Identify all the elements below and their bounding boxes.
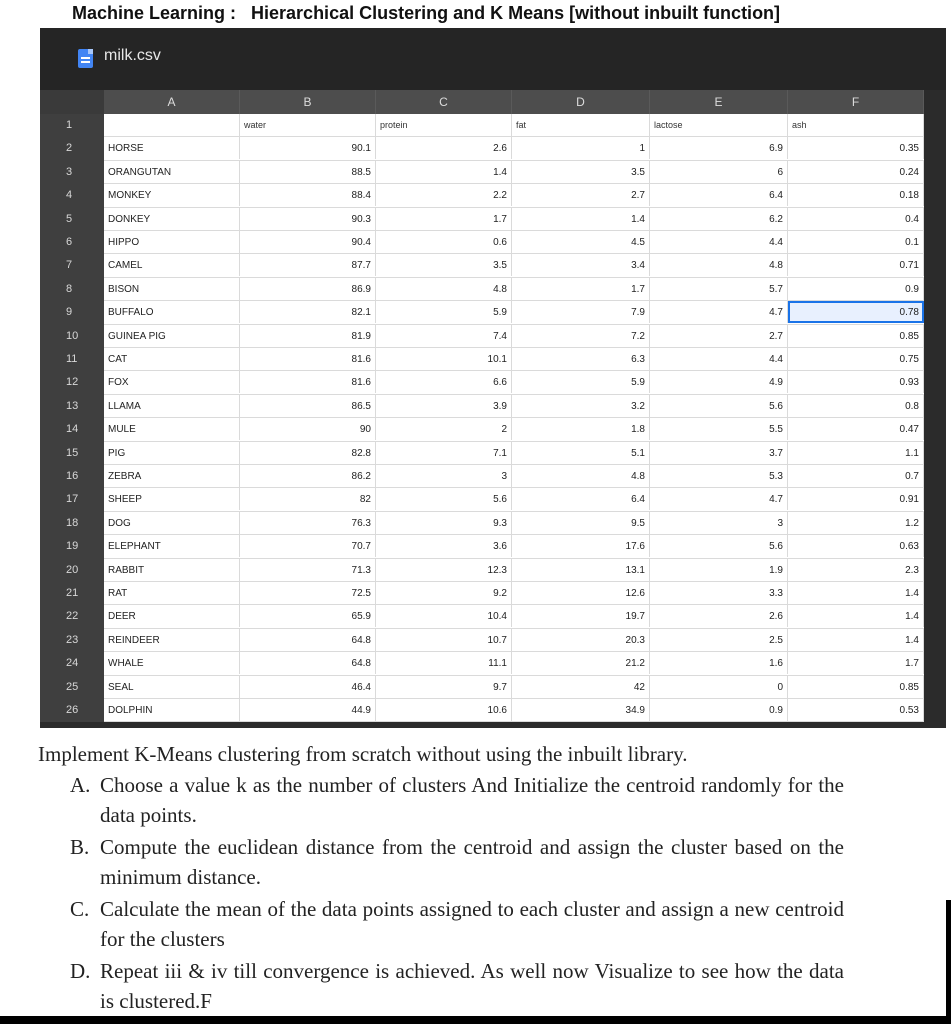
- value-cell[interactable]: 88.5: [240, 161, 376, 183]
- animal-name-cell[interactable]: CAT: [104, 348, 240, 370]
- table-row: [104, 184, 924, 207]
- table-row: [104, 442, 924, 465]
- value-cell[interactable]: 4.7: [650, 488, 788, 510]
- animal-name-cell[interactable]: MONKEY: [104, 184, 240, 206]
- animal-name-cell[interactable]: BUFFALO: [104, 301, 240, 323]
- value-cell[interactable]: 70.7: [240, 535, 376, 557]
- file-name[interactable]: milk.csv: [104, 47, 161, 64]
- value-cell[interactable]: 5.5: [650, 418, 788, 440]
- value-cell[interactable]: 0.1: [788, 231, 924, 253]
- row-header-21[interactable]: 21: [40, 582, 104, 605]
- value-cell[interactable]: 10.4: [376, 605, 512, 627]
- row-header-4[interactable]: 4: [40, 184, 104, 207]
- value-cell[interactable]: 0.78: [788, 301, 924, 323]
- table-row: [104, 325, 924, 348]
- value-cell[interactable]: 81.6: [240, 348, 376, 370]
- value-cell[interactable]: 42: [512, 676, 650, 698]
- value-cell[interactable]: 1.2: [788, 512, 924, 534]
- value-cell[interactable]: 0.93: [788, 371, 924, 393]
- row-header-23[interactable]: 23: [40, 629, 104, 652]
- value-cell[interactable]: 3: [376, 465, 512, 487]
- value-cell[interactable]: 6.6: [376, 371, 512, 393]
- value-cell[interactable]: 4.9: [650, 371, 788, 393]
- value-cell[interactable]: 0.24: [788, 161, 924, 183]
- value-cell[interactable]: 0.85: [788, 325, 924, 347]
- table-row: [104, 465, 924, 488]
- value-cell[interactable]: 64.8: [240, 629, 376, 651]
- value-cell[interactable]: 4.5: [512, 231, 650, 253]
- value-cell[interactable]: 0.6: [376, 231, 512, 253]
- value-cell[interactable]: 4.8: [512, 465, 650, 487]
- value-cell[interactable]: 11.1: [376, 652, 512, 674]
- row-header-6[interactable]: 6: [40, 231, 104, 254]
- value-cell[interactable]: 1: [512, 137, 650, 159]
- value-cell[interactable]: 3: [650, 512, 788, 534]
- value-cell[interactable]: 0.7: [788, 465, 924, 487]
- assignment-instructions: [38, 740, 858, 1016]
- value-cell[interactable]: 81.6: [240, 371, 376, 393]
- value-cell[interactable]: 3.2: [512, 395, 650, 417]
- row-header-22[interactable]: 22: [40, 605, 104, 628]
- value-cell[interactable]: 6: [650, 161, 788, 183]
- row-header-3[interactable]: 3: [40, 161, 104, 184]
- value-cell[interactable]: 0: [650, 676, 788, 698]
- value-cell[interactable]: 2.7: [512, 184, 650, 206]
- instruction-letter: B.: [70, 835, 90, 859]
- animal-name-cell[interactable]: PIG: [104, 442, 240, 464]
- table-row: [104, 582, 924, 605]
- table-row: [104, 512, 924, 535]
- column-header-b[interactable]: B: [240, 90, 376, 114]
- table-row: [104, 254, 924, 277]
- table-row: [104, 652, 924, 675]
- value-cell[interactable]: 44.9: [240, 699, 376, 721]
- value-cell[interactable]: 20.3: [512, 629, 650, 651]
- spreadsheet-window: [40, 28, 946, 728]
- value-cell[interactable]: 7.9: [512, 301, 650, 323]
- value-cell[interactable]: 10.1: [376, 348, 512, 370]
- value-cell[interactable]: 3.5: [376, 254, 512, 276]
- value-cell[interactable]: 3.7: [650, 442, 788, 464]
- value-cell[interactable]: 4.8: [650, 254, 788, 276]
- table-row: [104, 278, 924, 301]
- value-cell[interactable]: 82.8: [240, 442, 376, 464]
- table-row: [104, 208, 924, 231]
- instruction-text: Repeat iii & iv till convergence is achieved. As well now Visualize to see how the data is clustered.F: [100, 959, 844, 1013]
- value-cell[interactable]: 1.4: [788, 582, 924, 604]
- column-header-c[interactable]: C: [376, 90, 512, 114]
- table-row: [104, 699, 924, 722]
- animal-name-cell[interactable]: SHEEP: [104, 488, 240, 510]
- value-cell[interactable]: 1.4: [788, 629, 924, 651]
- table-row: [104, 137, 924, 160]
- row-header-10[interactable]: 10: [40, 325, 104, 348]
- value-cell[interactable]: 34.9: [512, 699, 650, 721]
- value-cell[interactable]: 86.9: [240, 278, 376, 300]
- value-cell[interactable]: 2.7: [650, 325, 788, 347]
- value-cell[interactable]: 21.2: [512, 652, 650, 674]
- value-cell[interactable]: 6.4: [650, 184, 788, 206]
- value-cell[interactable]: 3.5: [512, 161, 650, 183]
- row-header-8[interactable]: 8: [40, 278, 104, 301]
- value-cell[interactable]: 5.9: [376, 301, 512, 323]
- value-cell[interactable]: 0.47: [788, 418, 924, 440]
- animal-name-cell[interactable]: REINDEER: [104, 629, 240, 651]
- value-cell[interactable]: 6.9: [650, 137, 788, 159]
- row-header-12[interactable]: 12: [40, 371, 104, 394]
- row-header-16[interactable]: 16: [40, 465, 104, 488]
- value-cell[interactable]: 86.5: [240, 395, 376, 417]
- value-cell[interactable]: 13.1: [512, 559, 650, 581]
- column-label-cell[interactable]: water: [240, 114, 376, 136]
- value-cell[interactable]: 0.53: [788, 699, 924, 721]
- value-cell[interactable]: 2.2: [376, 184, 512, 206]
- file-bar: [40, 28, 946, 90]
- instruction-item: [38, 832, 858, 892]
- value-cell[interactable]: 4.4: [650, 348, 788, 370]
- value-cell[interactable]: 90.3: [240, 208, 376, 230]
- table-row: [104, 559, 924, 582]
- right-border: [946, 900, 951, 1024]
- cell-area: [104, 114, 924, 722]
- row-header-18[interactable]: 18: [40, 512, 104, 535]
- instruction-text: Choose a value k as the number of clusters And Initialize the centroid randomly for the data points.: [100, 773, 844, 827]
- value-cell[interactable]: 76.3: [240, 512, 376, 534]
- value-cell[interactable]: 7.4: [376, 325, 512, 347]
- table-row: [104, 231, 924, 254]
- row-header-19[interactable]: 19: [40, 535, 104, 558]
- value-cell[interactable]: 0.9: [788, 278, 924, 300]
- value-cell[interactable]: 46.4: [240, 676, 376, 698]
- instruction-letter: C.: [70, 897, 90, 921]
- value-cell[interactable]: 9.5: [512, 512, 650, 534]
- table-row: [104, 418, 924, 441]
- animal-name-cell[interactable]: HIPPO: [104, 231, 240, 253]
- animal-name-cell[interactable]: MULE: [104, 418, 240, 440]
- value-cell[interactable]: 2.6: [376, 137, 512, 159]
- instruction-item: [38, 956, 858, 1016]
- value-cell[interactable]: 87.7: [240, 254, 376, 276]
- spreadsheet-grid: [40, 90, 946, 728]
- value-cell[interactable]: 2.6: [650, 605, 788, 627]
- row-header-25[interactable]: 25: [40, 676, 104, 699]
- value-cell[interactable]: 0.9: [650, 699, 788, 721]
- value-cell[interactable]: 0.4: [788, 208, 924, 230]
- value-cell[interactable]: 3.4: [512, 254, 650, 276]
- value-cell[interactable]: 5.3: [650, 465, 788, 487]
- value-cell[interactable]: 1.4: [376, 161, 512, 183]
- value-cell[interactable]: 1.9: [650, 559, 788, 581]
- row-header-9[interactable]: 9: [40, 301, 104, 324]
- row-header-1[interactable]: 1: [40, 114, 104, 137]
- animal-name-cell[interactable]: FOX: [104, 371, 240, 393]
- row-header-26[interactable]: 26: [40, 699, 104, 722]
- instruction-item: [38, 770, 858, 830]
- table-row: [104, 348, 924, 371]
- row-header-17[interactable]: 17: [40, 488, 104, 511]
- animal-name-cell[interactable]: BISON: [104, 278, 240, 300]
- value-cell[interactable]: 5.6: [376, 488, 512, 510]
- value-cell[interactable]: 90: [240, 418, 376, 440]
- row-header-14[interactable]: 14: [40, 418, 104, 441]
- animal-name-cell[interactable]: SEAL: [104, 676, 240, 698]
- table-row: [104, 629, 924, 652]
- value-cell[interactable]: 0.91: [788, 488, 924, 510]
- value-cell[interactable]: 9.2: [376, 582, 512, 604]
- value-cell[interactable]: 12.6: [512, 582, 650, 604]
- header-row: [104, 114, 924, 137]
- value-cell[interactable]: 1.7: [512, 278, 650, 300]
- animal-name-cell[interactable]: LLAMA: [104, 395, 240, 417]
- value-cell[interactable]: 10.7: [376, 629, 512, 651]
- select-all-corner[interactable]: [40, 90, 104, 114]
- value-cell[interactable]: 2: [376, 418, 512, 440]
- row-header-13[interactable]: 13: [40, 395, 104, 418]
- value-cell[interactable]: 4.8: [376, 278, 512, 300]
- value-cell[interactable]: 7.1: [376, 442, 512, 464]
- animal-name-cell[interactable]: HORSE: [104, 137, 240, 159]
- value-cell[interactable]: 6.4: [512, 488, 650, 510]
- animal-name-cell[interactable]: DOG: [104, 512, 240, 534]
- animal-name-cell[interactable]: CAMEL: [104, 254, 240, 276]
- table-row: [104, 301, 924, 324]
- column-header-e[interactable]: E: [650, 90, 788, 114]
- instruction-list: [38, 770, 858, 1016]
- column-header-f[interactable]: F: [788, 90, 924, 114]
- value-cell[interactable]: 2.5: [650, 629, 788, 651]
- value-cell[interactable]: 72.5: [240, 582, 376, 604]
- value-cell[interactable]: 0.8: [788, 395, 924, 417]
- value-cell[interactable]: 1.4: [788, 605, 924, 627]
- value-cell[interactable]: 86.2: [240, 465, 376, 487]
- value-cell[interactable]: 4.7: [650, 301, 788, 323]
- table-row: [104, 161, 924, 184]
- google-sheets-icon[interactable]: [78, 49, 93, 68]
- value-cell[interactable]: 2.3: [788, 559, 924, 581]
- value-cell[interactable]: 6.2: [650, 208, 788, 230]
- value-cell[interactable]: 1.7: [788, 652, 924, 674]
- value-cell[interactable]: 6.3: [512, 348, 650, 370]
- value-cell[interactable]: 5.1: [512, 442, 650, 464]
- value-cell[interactable]: 3.9: [376, 395, 512, 417]
- animal-name-cell[interactable]: DOLPHIN: [104, 699, 240, 721]
- animal-name-cell[interactable]: RAT: [104, 582, 240, 604]
- value-cell[interactable]: 3.6: [376, 535, 512, 557]
- value-cell[interactable]: 7.2: [512, 325, 650, 347]
- value-cell[interactable]: 0.85: [788, 676, 924, 698]
- animal-name-cell[interactable]: DEER: [104, 605, 240, 627]
- value-cell[interactable]: 0.18: [788, 184, 924, 206]
- row-header-7[interactable]: 7: [40, 254, 104, 277]
- grid-edge: [924, 114, 946, 722]
- value-cell[interactable]: 1.6: [650, 652, 788, 674]
- value-cell[interactable]: 88.4: [240, 184, 376, 206]
- animal-name-cell[interactable]: ZEBRA: [104, 465, 240, 487]
- animal-name-cell[interactable]: ORANGUTAN: [104, 161, 240, 183]
- animal-name-cell[interactable]: WHALE: [104, 652, 240, 674]
- value-cell[interactable]: 9.3: [376, 512, 512, 534]
- value-cell[interactable]: 1.7: [376, 208, 512, 230]
- value-cell[interactable]: 1.8: [512, 418, 650, 440]
- column-label-cell[interactable]: protein: [376, 114, 512, 136]
- value-cell[interactable]: 5.9: [512, 371, 650, 393]
- animal-name-cell[interactable]: DONKEY: [104, 208, 240, 230]
- instruction-text: Calculate the mean of the data points assigned to each cluster and assign a new centroid for the clusters: [100, 897, 844, 951]
- row-header-15[interactable]: 15: [40, 442, 104, 465]
- value-cell[interactable]: 5.6: [650, 535, 788, 557]
- animal-name-cell[interactable]: ELEPHANT: [104, 535, 240, 557]
- value-cell[interactable]: 5.6: [650, 395, 788, 417]
- value-cell[interactable]: 1.1: [788, 442, 924, 464]
- row-header-2[interactable]: 2: [40, 137, 104, 160]
- row-header-5[interactable]: 5: [40, 208, 104, 231]
- table-row: [104, 488, 924, 511]
- value-cell[interactable]: 82: [240, 488, 376, 510]
- value-cell[interactable]: 0.63: [788, 535, 924, 557]
- table-row: [104, 371, 924, 394]
- value-cell[interactable]: 19.7: [512, 605, 650, 627]
- bottom-border: [0, 1016, 951, 1024]
- page-title: Machine Learning : Hierarchical Clustering and K Means [without inbuilt function]: [72, 3, 781, 23]
- value-cell[interactable]: 71.3: [240, 559, 376, 581]
- value-cell[interactable]: 64.8: [240, 652, 376, 674]
- value-cell[interactable]: 1.4: [512, 208, 650, 230]
- instruction-letter: A.: [70, 773, 91, 797]
- value-cell[interactable]: 0.35: [788, 137, 924, 159]
- instructions-intro: Implement K-Means clustering from scratch without using the inbuilt library.: [38, 742, 688, 766]
- instruction-text: Compute the euclidean distance from the centroid and assign the cluster based on the minimum distance.: [100, 835, 844, 889]
- value-cell[interactable]: 82.1: [240, 301, 376, 323]
- value-cell[interactable]: 0.71: [788, 254, 924, 276]
- column-label-cell[interactable]: ash: [788, 114, 924, 136]
- column-label-cell[interactable]: fat: [512, 114, 650, 136]
- table-row: [104, 605, 924, 628]
- value-cell[interactable]: 0.75: [788, 348, 924, 370]
- value-cell[interactable]: 17.6: [512, 535, 650, 557]
- table-row: [104, 676, 924, 699]
- instruction-letter: D.: [70, 959, 91, 983]
- column-label-cell[interactable]: lactose: [650, 114, 788, 136]
- value-cell[interactable]: 3.3: [650, 582, 788, 604]
- table-row: [104, 395, 924, 418]
- column-header-d[interactable]: D: [512, 90, 650, 114]
- instruction-item: [38, 894, 858, 954]
- row-header-20[interactable]: 20: [40, 559, 104, 582]
- column-header-a[interactable]: A: [104, 90, 240, 114]
- value-cell[interactable]: 90.1: [240, 137, 376, 159]
- animal-name-cell[interactable]: RABBIT: [104, 559, 240, 581]
- value-cell[interactable]: 9.7: [376, 676, 512, 698]
- row-header-11[interactable]: 11: [40, 348, 104, 371]
- value-cell[interactable]: 5.7: [650, 278, 788, 300]
- value-cell[interactable]: 4.4: [650, 231, 788, 253]
- animal-name-cell[interactable]: GUINEA PIG: [104, 325, 240, 347]
- value-cell[interactable]: 65.9: [240, 605, 376, 627]
- row-header-24[interactable]: 24: [40, 652, 104, 675]
- value-cell[interactable]: 10.6: [376, 699, 512, 721]
- value-cell[interactable]: 81.9: [240, 325, 376, 347]
- value-cell[interactable]: 90.4: [240, 231, 376, 253]
- column-label-cell[interactable]: [104, 114, 240, 136]
- value-cell[interactable]: 12.3: [376, 559, 512, 581]
- table-row: [104, 535, 924, 558]
